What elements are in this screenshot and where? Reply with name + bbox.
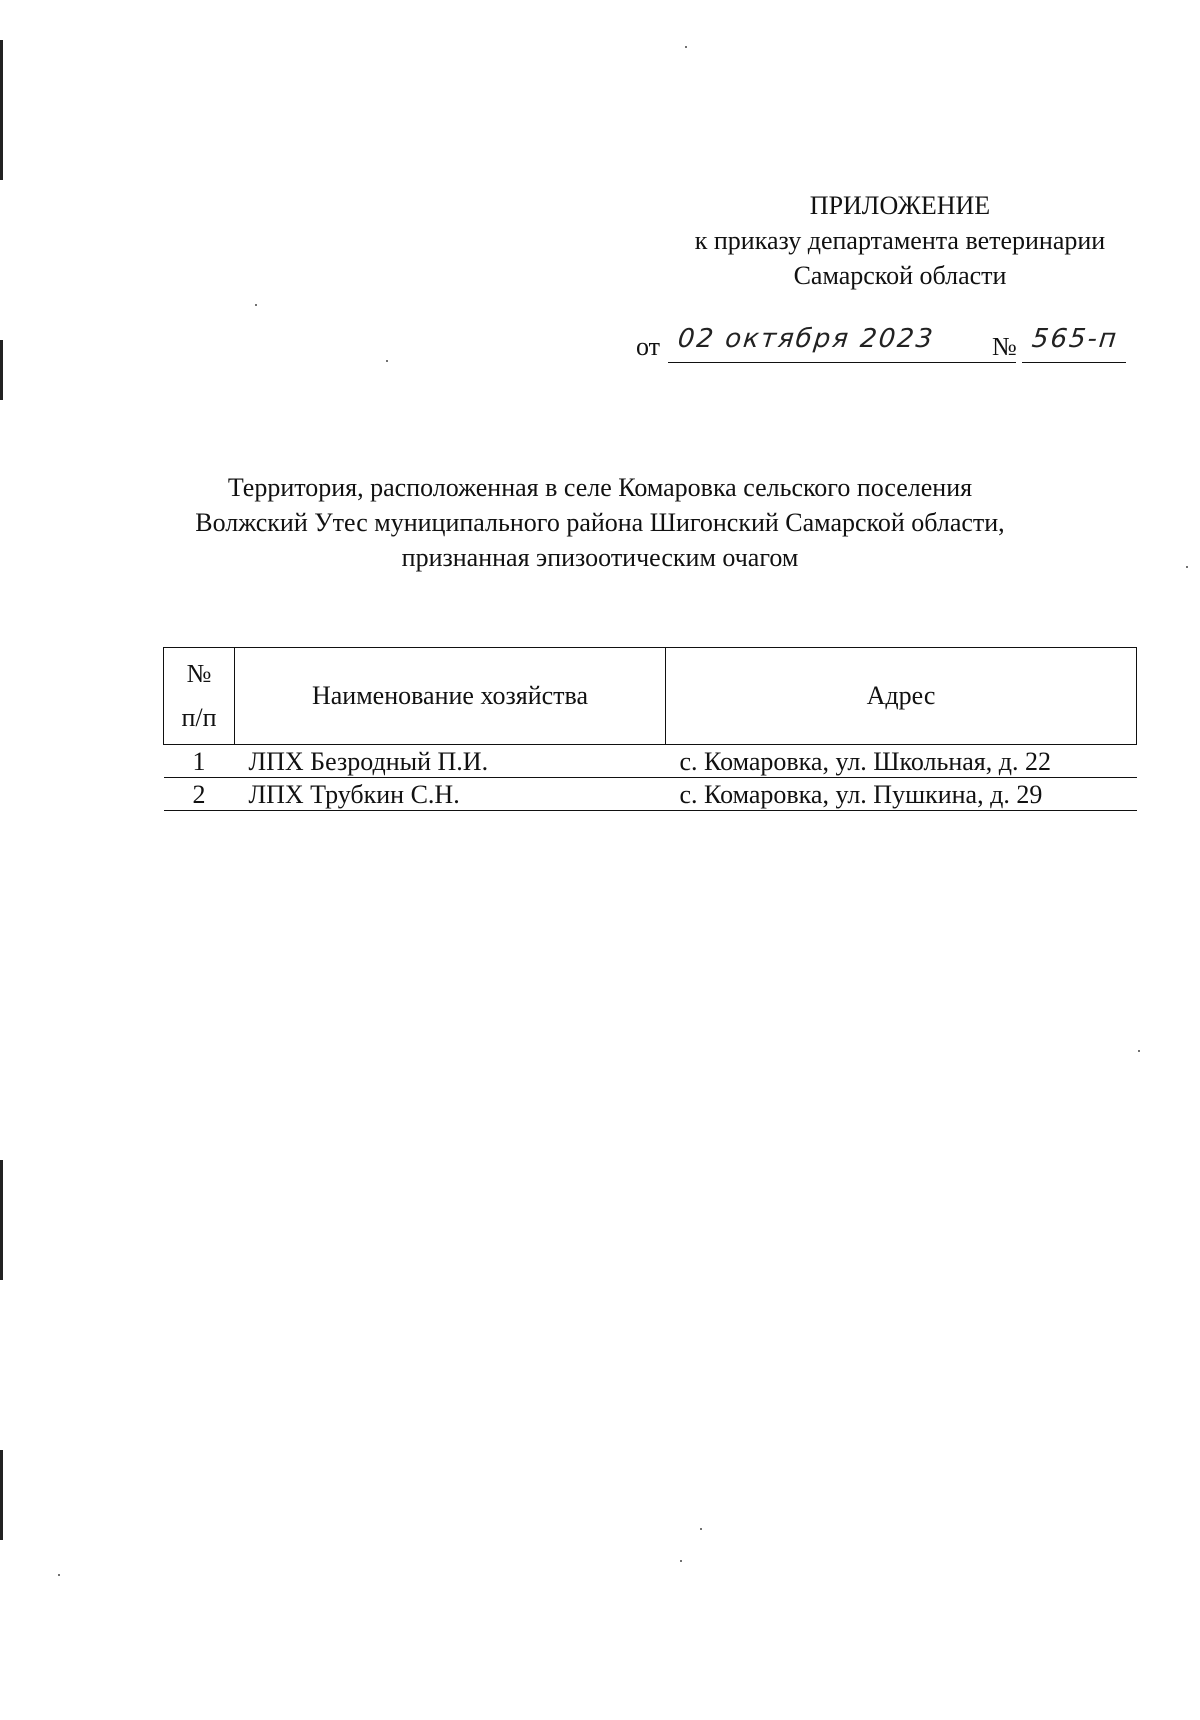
appendix-block	[640, 188, 1160, 293]
table-row	[164, 778, 1137, 811]
scan-speck	[700, 1528, 702, 1530]
row-address: с. Комаровка, ул. Пушкина, д. 29	[666, 778, 1137, 811]
order-date-prefix: от	[636, 332, 661, 361]
order-number-field	[1022, 324, 1126, 363]
row-farm-name: ЛПХ Трубкин С.Н.	[235, 778, 666, 811]
appendix-heading: ПРИЛОЖЕНИЕ	[809, 191, 991, 220]
document-title-line-1: Территория, расположенная в селе Комаровка сельского поселения	[227, 473, 973, 502]
document-title-line-3: признанная эпизоотическим очагом	[401, 543, 799, 572]
scan-edge-mark	[0, 1160, 3, 1280]
order-number-sign: №	[992, 332, 1017, 361]
header-number-symbol: №	[186, 659, 212, 688]
order-date-field	[668, 324, 1016, 363]
order-reference	[636, 324, 1136, 368]
appendix-line-2: Самарской области	[793, 261, 1007, 290]
row-address: с. Комаровка, ул. Школьная, д. 22	[666, 745, 1137, 778]
table-row	[164, 745, 1137, 778]
header-farm-name: Наименование хозяйства	[235, 648, 666, 745]
scan-speck	[58, 1574, 60, 1576]
scan-speck	[1186, 566, 1188, 568]
scan-speck	[680, 1560, 682, 1562]
appendix-line-1: к приказу департамента ветеринарии	[694, 226, 1106, 255]
table-header-row	[164, 648, 1137, 745]
order-number-handwritten: 565-п	[1030, 324, 1120, 354]
order-date-handwritten: 02 октября 2023	[676, 324, 936, 354]
scan-speck	[685, 46, 687, 48]
document-title	[150, 470, 1050, 575]
header-number-label: п/п	[181, 703, 217, 732]
header-number	[164, 648, 235, 745]
scan-speck	[255, 304, 257, 306]
scan-edge-mark	[0, 40, 3, 180]
scan-speck	[1138, 1050, 1140, 1052]
row-number: 2	[164, 778, 235, 811]
row-number: 1	[164, 745, 235, 778]
scan-edge-mark	[0, 340, 3, 400]
farms-table	[163, 647, 1137, 811]
scan-edge-mark	[0, 1450, 3, 1540]
row-farm-name: ЛПХ Безродный П.И.	[235, 745, 666, 778]
scan-speck	[386, 360, 388, 362]
header-address: Адрес	[666, 648, 1137, 745]
document-title-line-2: Волжский Утес муниципального района Шигонский Самарской области,	[195, 508, 1005, 537]
